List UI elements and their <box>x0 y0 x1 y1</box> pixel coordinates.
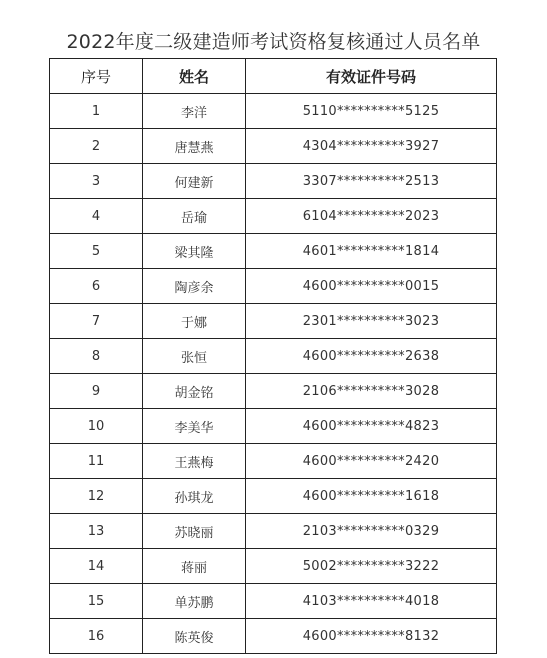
cell-id-number: 2106**********3028 <box>246 374 497 409</box>
cell-id-number: 5110**********5125 <box>246 94 497 129</box>
cell-name: 单苏鹏 <box>143 584 246 619</box>
table-row <box>50 444 497 479</box>
table-row <box>50 304 497 339</box>
header-index: 序号 <box>50 59 143 94</box>
table-header <box>50 59 497 94</box>
cell-id-number: 4601**********1814 <box>246 234 497 269</box>
cell-id-number: 2301**********3023 <box>246 304 497 339</box>
table-row <box>50 514 497 549</box>
cell-name: 唐慧燕 <box>143 129 246 164</box>
cell-name: 李洋 <box>143 94 246 129</box>
table-row <box>50 619 497 654</box>
cell-index: 16 <box>50 619 143 654</box>
cell-name: 梁其隆 <box>143 234 246 269</box>
cell-name: 陈英俊 <box>143 619 246 654</box>
cell-index: 6 <box>50 269 143 304</box>
cell-index: 15 <box>50 584 143 619</box>
cell-name: 蒋丽 <box>143 549 246 584</box>
cell-id-number: 4600**********2420 <box>246 444 497 479</box>
table-row <box>50 94 497 129</box>
cell-id-number: 2103**********0329 <box>246 514 497 549</box>
table-row <box>50 129 497 164</box>
cell-index: 3 <box>50 164 143 199</box>
cell-name: 岳瑜 <box>143 199 246 234</box>
cell-index: 9 <box>50 374 143 409</box>
cell-index: 4 <box>50 199 143 234</box>
table-body <box>50 94 497 654</box>
cell-id-number: 6104**********2023 <box>246 199 497 234</box>
cell-id-number: 4600**********4823 <box>246 409 497 444</box>
cell-name: 苏晓丽 <box>143 514 246 549</box>
cell-id-number: 3307**********2513 <box>246 164 497 199</box>
cell-name: 何建新 <box>143 164 246 199</box>
cell-index: 13 <box>50 514 143 549</box>
cell-id-number: 5002**********3222 <box>246 549 497 584</box>
cell-id-number: 4600**********1618 <box>246 479 497 514</box>
table-row <box>50 339 497 374</box>
header-row <box>50 59 497 94</box>
header-id-number: 有效证件号码 <box>246 59 497 94</box>
table-row <box>50 234 497 269</box>
cell-name: 胡金铭 <box>143 374 246 409</box>
cell-name: 李美华 <box>143 409 246 444</box>
cell-id-number: 4600**********2638 <box>246 339 497 374</box>
table-row <box>50 374 497 409</box>
cell-index: 12 <box>50 479 143 514</box>
cell-name: 王燕梅 <box>143 444 246 479</box>
cell-index: 8 <box>50 339 143 374</box>
document-title: 2022年度二级建造师考试资格复核通过人员名单 <box>66 31 481 53</box>
header-name: 姓名 <box>143 59 246 94</box>
cell-index: 11 <box>50 444 143 479</box>
cell-id-number: 4600**********0015 <box>246 269 497 304</box>
cell-id-number: 4103**********4018 <box>246 584 497 619</box>
table-row <box>50 199 497 234</box>
table-row <box>50 269 497 304</box>
cell-name: 陶彦余 <box>143 269 246 304</box>
cell-index: 7 <box>50 304 143 339</box>
cell-id-number: 4600**********8132 <box>246 619 497 654</box>
cell-name: 孙琪龙 <box>143 479 246 514</box>
table-row <box>50 164 497 199</box>
cell-index: 1 <box>50 94 143 129</box>
table-row <box>50 584 497 619</box>
cell-name: 于娜 <box>143 304 246 339</box>
cell-id-number: 4304**********3927 <box>246 129 497 164</box>
table-row <box>50 409 497 444</box>
roster-table <box>49 58 497 654</box>
cell-name: 张恒 <box>143 339 246 374</box>
cell-index: 2 <box>50 129 143 164</box>
table-row <box>50 549 497 584</box>
cell-index: 5 <box>50 234 143 269</box>
cell-index: 10 <box>50 409 143 444</box>
table-row <box>50 479 497 514</box>
cell-index: 14 <box>50 549 143 584</box>
